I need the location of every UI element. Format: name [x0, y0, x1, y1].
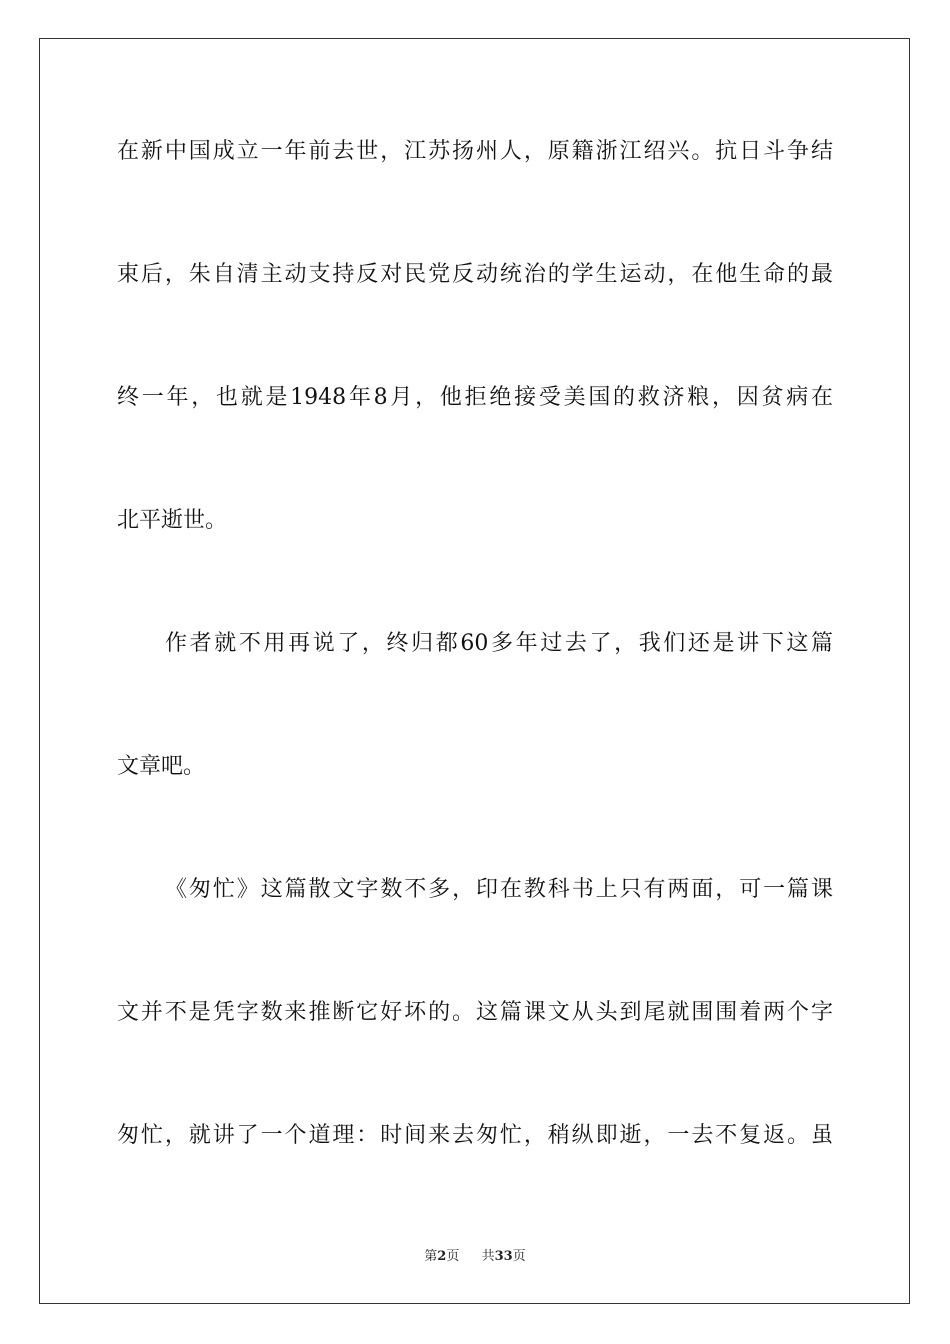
text-line-5: 作者就不用再说了，终归都60多年过去了，我们还是讲下这篇	[165, 631, 833, 656]
total-suffix: 页	[512, 1249, 526, 1264]
page-suffix: 页	[446, 1249, 460, 1264]
text-line-1: 在新中国成立一年前去世，江苏扬州人，原籍浙江绍兴。抗日斗争结	[117, 139, 833, 164]
total-pages: 33	[494, 1249, 513, 1264]
page-border	[39, 38, 910, 1304]
page-prefix: 第	[424, 1249, 438, 1264]
page-number: 2	[437, 1249, 447, 1264]
text-line-2: 束后，朱自清主动支持反对民党反动统治的学生运动，在他生命的最	[117, 262, 833, 287]
text-line-7: 《匆忙》这篇散文字数不多，印在教科书上只有两面，可一篇课	[165, 877, 833, 902]
text-line-8: 文并不是凭字数来推断它好坏的。这篇课文从头到尾就围围着两个字	[117, 1000, 833, 1025]
page-footer	[0, 1248, 950, 1266]
total-prefix: 共	[481, 1249, 495, 1264]
text-line-3: 终一年，也就是1948年8月，他拒绝接受美国的救济粮，因贫病在	[117, 385, 833, 410]
text-line-4: 北平逝世。	[117, 508, 228, 533]
text-line-6: 文章吧。	[117, 754, 206, 779]
text-line-9: 匆忙，就讲了一个道理：时间来去匆忙，稍纵即逝，一去不复返。虽	[117, 1123, 833, 1148]
